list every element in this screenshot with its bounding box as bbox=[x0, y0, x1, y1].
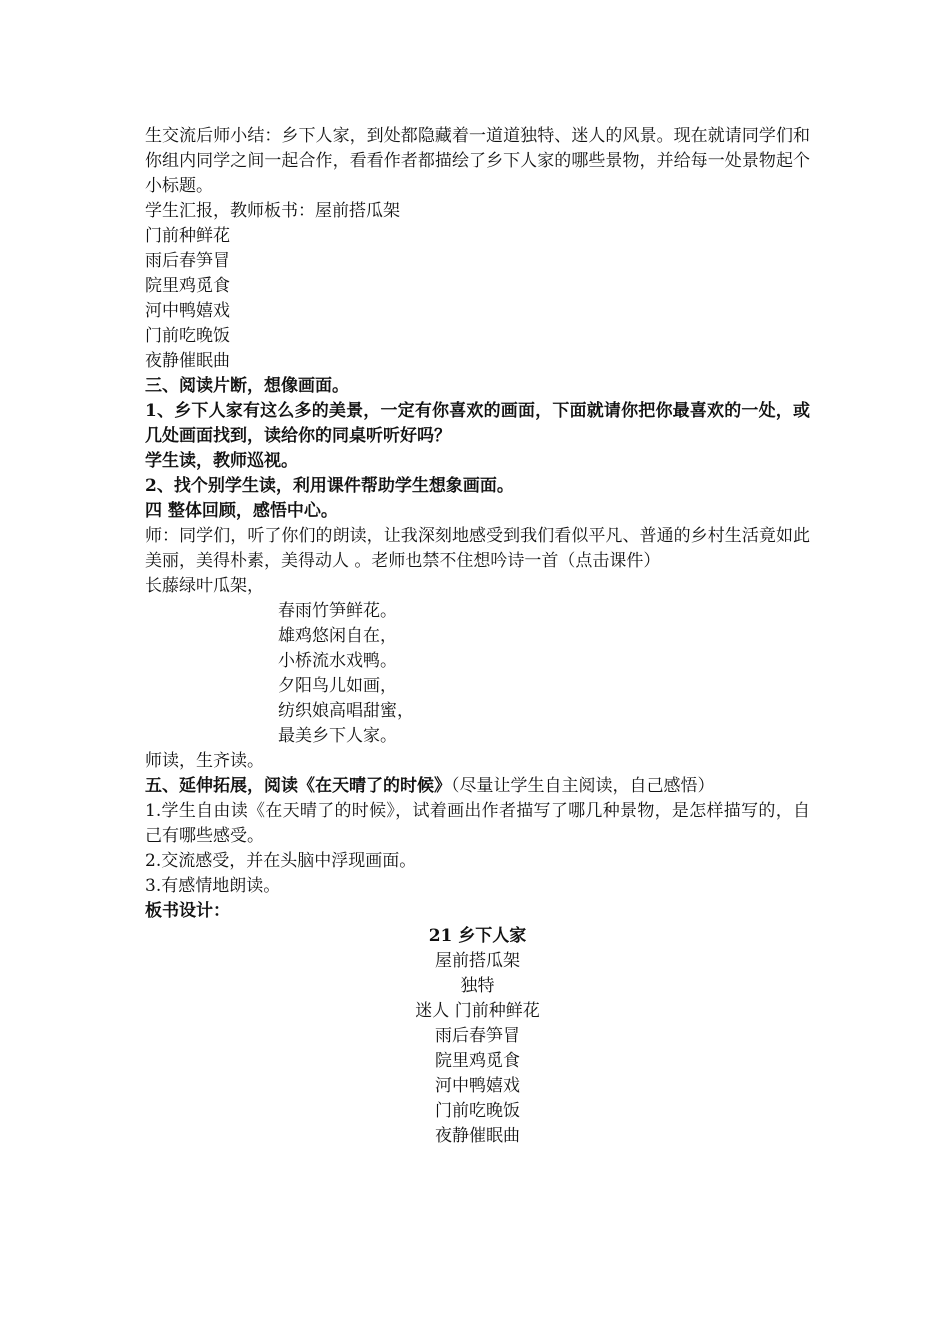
poem-first-line: 长藤绿叶瓜架， bbox=[145, 576, 264, 596]
section3-student-read: 学生读，教师巡视。 bbox=[145, 451, 298, 471]
section3-heading: 三、阅读片断，想像画面。 bbox=[145, 376, 349, 396]
poem-line: 雄鸡悠闲自在， bbox=[278, 626, 397, 646]
poem-line: 小桥流水戏鸭。 bbox=[278, 651, 397, 671]
scene-title: 河中鸭嬉戏 bbox=[145, 301, 230, 321]
poem-block bbox=[145, 599, 810, 749]
section3-item1: 1、乡下人家有这么多的美景，一定有你喜欢的画面，下面就请你把你最喜欢的一处，或几处画面找到，读给你的同桌听听好吗？ bbox=[145, 401, 810, 446]
poem-line: 夕阳鸟儿如画， bbox=[278, 676, 397, 696]
section4-heading: 四 整体回顾，感悟中心。 bbox=[145, 501, 338, 521]
scene-title: 雨后春笋冒 bbox=[145, 251, 230, 271]
intro-paragraph: 生交流后师小结：乡下人家，到处都隐藏着一道道独特、迷人的风景。现在就请同学们和你组内同学之间一起合作，看看作者都描绘了乡下人家的哪些景物，并给每一处景物起个小标题。 bbox=[145, 126, 810, 196]
board-line: 夜静催眠曲 bbox=[435, 1126, 520, 1146]
scene-title: 院里鸡觅食 bbox=[145, 276, 230, 296]
board-line: 独特 bbox=[460, 976, 495, 996]
section5-item3: 3.有感情地朗读。 bbox=[145, 876, 281, 896]
board-line: 迷人 门前种鲜花 bbox=[415, 1001, 540, 1021]
board-design-label: 板书设计： bbox=[145, 901, 230, 921]
scene-title: 门前种鲜花 bbox=[145, 226, 230, 246]
poem-line: 最美乡下人家。 bbox=[278, 726, 397, 746]
board-line: 雨后春笋冒 bbox=[435, 1026, 520, 1046]
section5-item2: 2.交流感受，并在头脑中浮现画面。 bbox=[145, 851, 417, 871]
after-poem-line: 师读，生齐读。 bbox=[145, 751, 264, 771]
board-line: 屋前搭瓜架 bbox=[435, 951, 520, 971]
section5-item1: 1.学生自由读《在天晴了的时候》，试着画出作者描写了哪几种景物，是怎样描写的，自己有哪些感受。 bbox=[145, 801, 810, 846]
board-line: 院里鸡觅食 bbox=[435, 1051, 520, 1071]
section4-teacher-text: 师：同学们，听了你们的朗读，让我深刻地感受到我们看似平凡、普通的乡村生活竟如此美丽，美得朴素，美得动人 。老师也禁不住想吟诗一首（点击课件） bbox=[145, 526, 810, 571]
poem-line: 春雨竹笋鲜花。 bbox=[278, 601, 397, 621]
report-line: 学生汇报，教师板书：屋前搭瓜架 bbox=[145, 201, 400, 221]
poem-line: 纺织娘高唱甜蜜， bbox=[278, 701, 414, 721]
scene-title: 夜静催眠曲 bbox=[145, 351, 230, 371]
document-body bbox=[145, 124, 810, 1149]
board-line: 河中鸭嬉戏 bbox=[435, 1076, 520, 1096]
board-title: 21 乡下人家 bbox=[428, 926, 527, 946]
section5-heading-line bbox=[145, 774, 810, 799]
section5-heading: 五、延伸拓展，阅读《在天晴了的时候》 bbox=[145, 776, 451, 796]
section5-heading-note: （尽量让学生自主阅读，自己感悟） bbox=[451, 776, 715, 796]
section3-item2: 2、找个别学生读，利用课件帮助学生想象画面。 bbox=[145, 476, 514, 496]
board-line: 门前吃晚饭 bbox=[435, 1101, 520, 1121]
board-design bbox=[145, 924, 810, 1149]
scene-title: 门前吃晚饭 bbox=[145, 326, 230, 346]
scene-titles-list bbox=[145, 224, 810, 374]
